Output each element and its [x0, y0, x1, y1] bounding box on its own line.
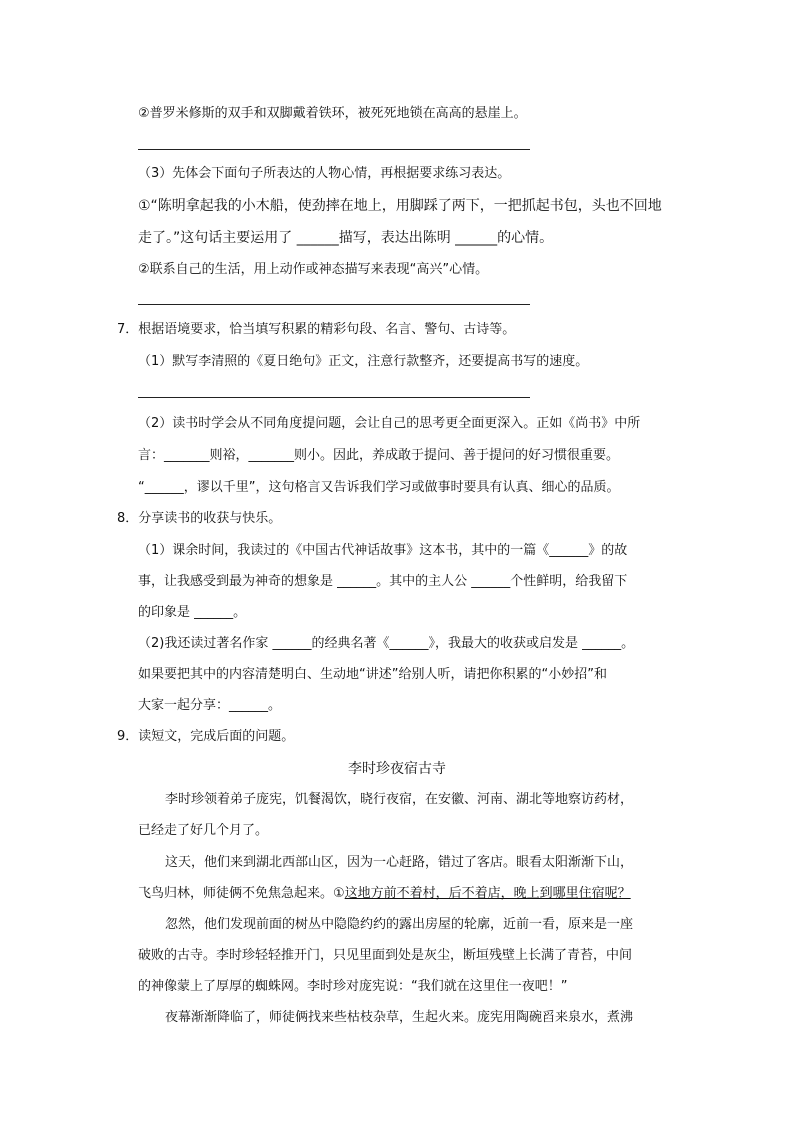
- passage-p4-line1: 夜幕渐渐降临了，师徒俩找来些枯枝杂草，生起火来。庞宪用陶碗舀来泉水，煮沸: [165, 1010, 634, 1025]
- passage-p3-line3: 的神像蒙上了厚厚的蜘蛛网。李时珍对庞宪说：“我们就在这里住一夜吧！”: [138, 979, 568, 994]
- q7-part2-line1: （2）读书时学会从不同角度提问题，会让自己的思考更全面更深入。正如《尚书》中所: [138, 416, 641, 431]
- q6-part3-item2: ②联系自己的生活，用上动作或神态描写来表现“高兴”心情。: [138, 262, 489, 277]
- q6-item2: ②普罗米修斯的双手和双脚戴着铁环，被死死地锁在高高的悬崖上。: [138, 106, 527, 121]
- passage-title: 李时珍夜宿古寺: [348, 761, 446, 777]
- passage-p2-line2: [138, 884, 631, 904]
- answer-line[interactable]: [138, 397, 530, 398]
- q8-stem: 8．分享读书的收获与快乐。: [117, 511, 282, 526]
- passage-p3-line2: 破败的古寺。李时珍轻轻推开门，只见里面到处是灰尘，断垣残壁上长满了青苔，中间: [138, 948, 633, 963]
- q8-part2-line1: （2)我还读过著名作家 ______的经典名著《______》，我最大的收获或启发是 ______。: [138, 636, 635, 651]
- answer-line[interactable]: [138, 304, 530, 305]
- q9-stem: 9．读短文，完成后面的问题。: [117, 729, 295, 744]
- passage-p1-line2: 已经走了好几个月了。: [138, 823, 269, 838]
- q7-part1: （1）默写李清照的《夏日绝句》正文，注意行款整齐，还要提高书写的速度。: [138, 354, 589, 369]
- q7-part2-line3: “______，谬以千里”，这句格言又告诉我们学习或做事时要具有认真、细心的品质。: [138, 480, 620, 495]
- q6-part3-title: （3）先体会下面句子所表达的人物心情，再根据要求练习表达。: [138, 166, 511, 181]
- passage-p1-line1: 李时珍领着弟子庞宪，饥餐渴饮，晓行夜宿，在安徽、河南、湖北等地察访药材，: [165, 792, 634, 807]
- q8-part1-line2: 事，让我感受到最为神奇的想象是 ______。其中的主人公 ______个性鲜明，给我留下: [138, 574, 628, 589]
- q8-part2-line3: 大家一起分享：______。: [138, 698, 282, 713]
- passage-p2-line1: 这天，他们来到湖北西部山区，因为一心赶路，错过了客店。眼看太阳渐渐下山，: [165, 855, 634, 870]
- passage-p3-line1: 忽然，他们发现前面的树丛中隐隐约约的露出房屋的轮廓，近前一看，原来是一座: [165, 917, 634, 932]
- q7-stem: 7．根据语境要求，恰当填写积累的精彩句段、名言、警句、古诗等。: [117, 322, 516, 337]
- answer-line[interactable]: [138, 149, 530, 150]
- q6-part3-item1-line2: 走了。”这句话主要运用了 ______描写，表达出陈明 ______的心情。: [138, 230, 554, 246]
- q8-part1-line1: （1）课余时间，我读过的《中国古代神话故事》这本书，其中的一篇《______》的故: [138, 543, 628, 558]
- q8-part1-line3: 的印象是 ______。: [138, 605, 247, 620]
- q7-part2-line2: 言：_______则裕，_______则小。因此，养成敢于提问、善于提问的好习惯很重要。: [138, 448, 620, 463]
- underlined-sentence: 这地方前不着村，后不着店，晚上到哪里住宿呢？: [344, 886, 631, 901]
- q6-part3-item1-line1: ①“陈明拿起我的小木船，使劲摔在地上，用脚踩了两下，一把抓起书包，头也不回地: [138, 198, 662, 214]
- passage-p2-text: 飞鸟归林，师徒俩不免焦急起来。①: [138, 886, 345, 901]
- q8-part2-line2: 如果要把其中的内容清楚明白、生动地“讲述”给别人听，请把你积累的“小妙招”和: [138, 667, 607, 682]
